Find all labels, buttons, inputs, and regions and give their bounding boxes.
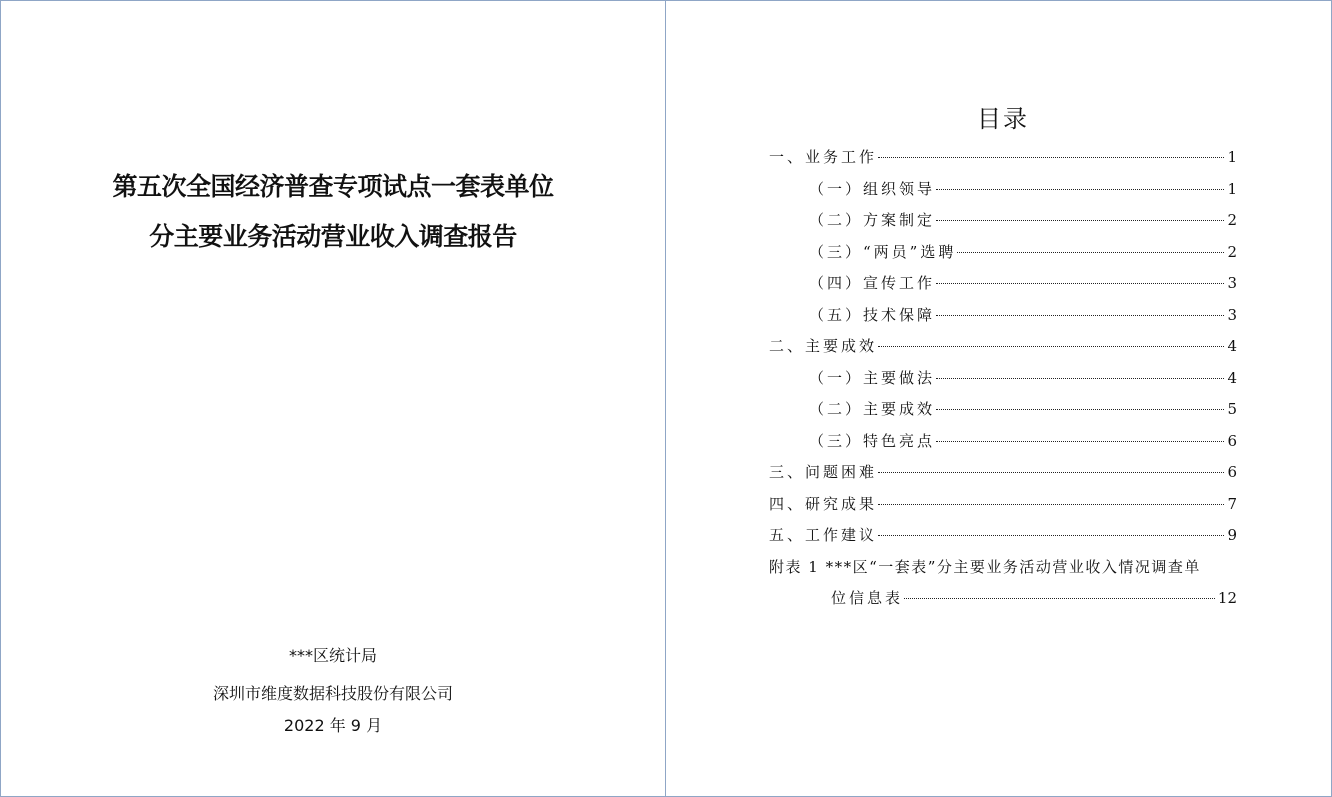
toc-leader — [936, 315, 1224, 316]
toc-entry-label: （五）技术保障 — [809, 305, 936, 324]
toc-leader — [936, 283, 1224, 284]
toc-entry[interactable] — [769, 176, 1237, 208]
toc-entry[interactable] — [769, 302, 1237, 334]
toc-entry[interactable] — [769, 522, 1237, 554]
toc-entry[interactable] — [769, 270, 1237, 302]
toc-entry-label: （三）“两员”选聘 — [809, 242, 957, 261]
toc-appendix-label-line2: 位信息表 — [831, 588, 904, 607]
toc-entry[interactable] — [769, 365, 1237, 397]
toc-leader — [878, 157, 1224, 158]
toc-entry-page: 7 — [1227, 494, 1237, 513]
toc-heading: 目录 — [977, 105, 1029, 133]
toc-entry-label: （四）宣传工作 — [809, 274, 936, 292]
toc-leader — [904, 598, 1215, 599]
toc-entry-page: 9 — [1227, 526, 1237, 544]
toc-entry[interactable] — [769, 428, 1237, 460]
toc-appendix-page: 12 — [1217, 588, 1237, 607]
toc-entry-label: （一）主要做法 — [809, 368, 936, 387]
toc-page — [667, 1, 1331, 796]
cover-date: 2022 年 9 月 — [283, 716, 383, 735]
toc-leader — [936, 409, 1224, 410]
toc-entry-label: （三）特色亮点 — [809, 431, 936, 450]
toc-entry-page: 1 — [1227, 148, 1237, 166]
toc-entry[interactable] — [769, 239, 1237, 271]
toc-entry[interactable] — [769, 144, 1237, 176]
toc-entry-label: （二）方案制定 — [809, 211, 936, 229]
cover-title-line2: 分主要业务活动营业收入调查报告 — [149, 222, 517, 251]
table-of-contents — [769, 144, 1237, 616]
toc-entry-label: 五、工作建议 — [769, 526, 878, 544]
toc-entry-page: 3 — [1227, 274, 1237, 292]
cover-company: 深圳市维度数据科技股份有限公司 — [212, 684, 453, 703]
toc-appendix-entry-continued[interactable] — [769, 585, 1237, 617]
toc-entry-label: 四、研究成果 — [769, 494, 878, 513]
toc-leader — [936, 441, 1224, 442]
toc-entry-page: 6 — [1227, 431, 1237, 450]
toc-leader — [878, 472, 1224, 473]
cover-title-line1: 第五次全国经济普查专项试点一套表单位 — [112, 172, 554, 201]
toc-entry[interactable] — [769, 491, 1237, 523]
toc-entry-page: 1 — [1227, 179, 1237, 198]
toc-entry-label: 二、主要成效 — [769, 337, 878, 355]
toc-leader — [878, 346, 1224, 347]
toc-leader — [878, 504, 1224, 505]
toc-entry-page: 2 — [1227, 211, 1237, 229]
cover-organization: ***区统计局 — [288, 646, 377, 665]
toc-appendix-label-line1: 附表 1 ***区“一套表”分主要业务活动营业收入情况调查单 — [769, 557, 1201, 576]
toc-leader — [936, 378, 1224, 379]
toc-entry-label: （一）组织领导 — [809, 179, 936, 198]
toc-entry-page: 4 — [1227, 337, 1237, 355]
toc-entry-page: 3 — [1227, 305, 1237, 324]
cover-page — [1, 1, 665, 796]
toc-entry-page: 5 — [1227, 400, 1237, 418]
toc-entry-label: 一、业务工作 — [769, 148, 878, 166]
toc-leader — [936, 220, 1224, 221]
toc-entry[interactable] — [769, 459, 1237, 491]
toc-entry-page: 4 — [1227, 368, 1237, 387]
toc-appendix-entry[interactable] — [769, 554, 1237, 585]
toc-entry-label: 三、问题困难 — [769, 463, 878, 481]
toc-leader — [957, 252, 1224, 253]
toc-leader — [936, 189, 1224, 190]
toc-entry-page: 2 — [1227, 242, 1237, 261]
toc-entry[interactable] — [769, 207, 1237, 239]
toc-entry-page: 6 — [1227, 463, 1237, 481]
page-gutter — [665, 1, 666, 796]
toc-entry[interactable] — [769, 333, 1237, 365]
toc-entry-label: （二）主要成效 — [809, 400, 936, 418]
toc-leader — [878, 535, 1224, 536]
toc-entry[interactable] — [769, 396, 1237, 428]
